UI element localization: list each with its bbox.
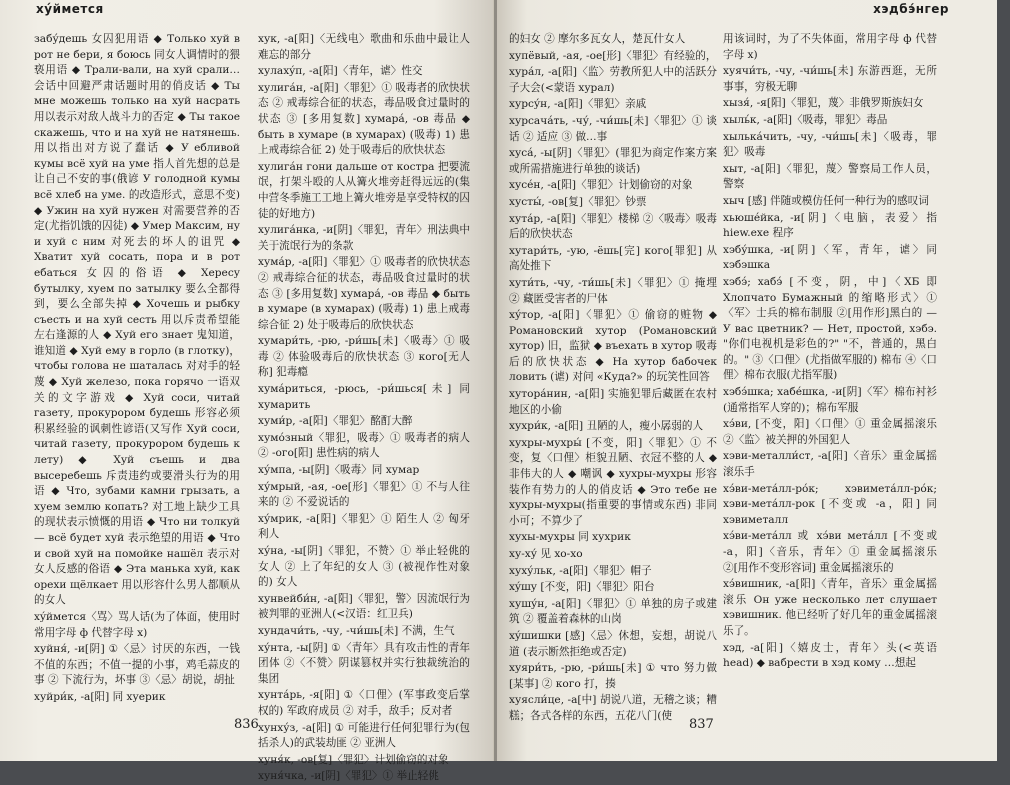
dict-entry: хусты́, -ов[复]〈罪犯〉钞票 [509, 195, 647, 208]
dict-entry: хэ́ви-мета́лл-ро́к; хэвимета́лл-ро́к; хэви-мета́лл-рок [不变或 -а，阳] 同 хэвиметалл [723, 482, 937, 526]
dict-entry: хэбэ́; хабэ́ [不变，阴，中]〈ХБ 即 Хлопчато Бумажный 的缩略形式〉①〈军〉士兵的棉布制服 ②[用作形]黑白的 — У вас цветник? — Нет, простой, хэбэ. "你们电视机是彩色的?" "不，普通的，黑白的。" ③〈口俚〉(尤指做军服的) 棉布 ④〈口俚〉棉布衣服(尤指军服) [723, 275, 937, 382]
dict-entry: хурсача́ть, -чу́, -чи́шь[未]〈罪犯〉① 谈话 ② 适应 ③ 做…事 [509, 114, 717, 143]
dict-entry: ху́мрый, -ая, -ое[形]〈罪犯〉① 不与人往来的 ② 不爱说话的 [258, 480, 470, 509]
dict-entry: хуйри́к, -а[阳] 同 хуерик [34, 690, 166, 703]
dict-entry: хýшишки [感]〈忌〉休想，妄想，胡说八道 (表示断然拒绝或否定) [509, 629, 717, 658]
left-column-1 [34, 32, 240, 712]
dict-entry: хэбэ́шка; хабе́шка, -и[阴]〈军〉棉布衬衫(通常指军人穿的)；棉布军服 [723, 386, 937, 414]
left-column-2 [258, 32, 470, 783]
dict-entry: хэ́ви, [不变，阳]〈口俚〉① 重金属摇滚乐 ②〈监〉被关押的外国犯人 [723, 418, 937, 446]
dict-entry: ху́тор, -а[阳]〈罪犯〉① 偷窃的赃物 ◆ Романовский хутор (Романовский хутор) 旧，监狱 ◆ въехать в хутор 吸毒后的欣快状态 ◆ На хутор бабочек ловить (谑) 对问 «Куда?» 的玩笑性回答 [509, 309, 717, 384]
dict-entry: хук, -а[阳]〈无线电〉歌曲和乐曲中最让人难忘的部分 [258, 33, 470, 61]
dict-entry: хыч [感] 伴随或模仿任何一种行为的感叹词 [723, 194, 929, 207]
right-page-number: 837 [689, 717, 714, 733]
dict-entry: 用该词时，为了不失体面，常用字母 ф 代替字母 х) [723, 33, 937, 61]
dict-entry: ху́нта, -ы[阴] ①〈青年〉具有攻击性的青年团体 ②〈不赞〉阴谋篡权并实行独裁统治的集团 [258, 641, 470, 685]
dict-entry: хута́р, -а[阳]〈罪犯〉楼梯 ②〈吸毒〉吸毒后的欣快状态 [509, 212, 717, 241]
dict-entry: хума́риться, -рюсь, -ри́шься[未] 同 хумарить [258, 383, 470, 411]
dict-entry: хýймется〈骂〉骂人话(为了体面，使用时常用字母 ф 代替字母 х) [34, 610, 240, 639]
dict-entry: хуясли́це, -а[中] 胡说八道，无稽之谈；糟糕；各式各样的东西，五花八门(使 [509, 694, 717, 722]
left-page [0, 0, 494, 783]
dict-entry: хутора́нин, -а[阳] 实施犯罪后藏匿在农村地区的小偷 [509, 388, 717, 416]
dict-entry: хутари́ть, -ую, -ёшь[完] кого[罪犯] 从高处推下 [509, 244, 717, 273]
dict-entry: хунху́з, -а[阳] ① 可能进行任何犯罪行为(包括杀人)的武装劫匪 ② 亚洲人 [258, 721, 470, 750]
dict-entry: хура́л, -а[阳]〈监〉劳教所犯人中的活跃分子大会(<蒙语 хурал) [509, 66, 717, 94]
dict-entry: хушу́н, -а[阳]〈罪犯〉① 单独的房子或建筑 ② 覆盖着森林的山岗 [509, 597, 717, 626]
dict-entry: ху́на, -ы[阴]〈罪犯，不赞〉① 举止轻佻的女人 ② 上了年纪的女人 ③ (被视作性对象的) 女人 [258, 545, 470, 589]
dict-entry: хуху́льк, -а[阳]〈罪犯〉帽子 [509, 564, 652, 577]
left-running-head: хýймется [36, 2, 104, 16]
right-column-2 [723, 32, 937, 712]
dict-entry: хэ́ви-мета́лл 或 хэ́ви мета́лл [不变或 -а，阳]〈音乐，青年〉① 重金属摇滚乐 ②[用作不变形容词] 重金属摇滚乐的 [723, 530, 937, 574]
dict-entry: хылька́чить, -чу, -чи́шь[未]〈吸毒，罪犯〉吸毒 [723, 130, 937, 159]
dict-entry: хухы-мухры 同 хухрик [509, 531, 631, 544]
dict-entry: хулига́н гони дальше от костра 把要流氓，打架斗殴的人从篝火堆旁赶得远远的(集中营冬季施工工地上篝火堆旁是享受特权的囚徒的好地方) [258, 160, 470, 220]
left-page-number: 836 [234, 717, 259, 733]
dict-entry: хунта́рь, -я[阳] ①〈口俚〉(军事政变后掌权的) 军政府成员 ② 对手，敌手；反对者 [258, 689, 470, 717]
dict-entry: хэд, -а[阳]〈嬉皮士，青年〉头(<英语 head) ◆ вабрести в хэд кому …想起 [723, 641, 937, 670]
dict-entry: 的妇女 ② 摩尔多瓦女人，楚瓦什女人 [509, 33, 686, 45]
dict-entry: хызя́, -я[阳]〈罪犯，蔑〉非俄罗斯族妇女 [723, 97, 924, 110]
dict-entry: хума́р, -а[阳]〈罪犯〉① 吸毒者的欣快状态 ② 戒毒综合征的状态，毒品吸食过量时的状态 ③ [多用复数] хумара́, -ов 毒品 ◆ быть в хумаре (в хумарах) (吸毒) 1) 患上戒毒综合征 2) 处于吸毒后的欣快状态 [258, 256, 470, 331]
dict-entry: хунвейби́н, -а[阳]〈罪犯，警〉因流氓行为被判罪的亚洲人(<汉语：红卫兵) [258, 592, 470, 621]
dict-entry: ху́мрик, -а[阳]〈罪犯〉① 陌生人 ② 匈牙利人 [258, 512, 470, 541]
dict-entry: хухры-мухры́ [不变，阳]〈罪犯〉① 不变，复〈口俚〉柜貌丑陋、衣冠不整的人 ◆ 非伟大的人 ◆ 嘲讽 ◆ хухры-мухры 形容装作有势力的人的俏皮话 ◆ Это тебе не хухры-мухры(指重要的事情或东西) 非同小可；不算少了 [509, 436, 717, 527]
dict-entry: ху-ху́ 见 хо-хо [509, 548, 583, 560]
dict-entry: хуса́, -ы[阴]〈罪犯〉(罪犯为商定作案方案或所需措施进行单独的谈话) [509, 147, 717, 175]
dict-entry: хуня́к, -ов[复]〈罪犯〉计划偷窃的对象 [258, 753, 449, 766]
dict-entry: хухри́к, -а[阳] 丑陋的人，瘦小孱弱的人 [509, 420, 704, 433]
dict-entry: хýшу [不变，阳]〈罪犯〉阳台 [509, 581, 655, 594]
dict-entry: хулига́н, -а[阳]〈罪犯〉① 吸毒者的欣快状态 ② 戒毒综合征的状态，毒品吸食过量时的状态 ③ [多用复数] хумара́, -ов 毒品 ◆ быть в хумаре (в хумарах) (吸毒) 1) 患上戒毒综合征 2) 处于吸毒后的欣快状态 [258, 81, 470, 157]
dict-entry: хуми́р, -а[阳]〈罪犯〉酩酊大醉 [258, 415, 413, 428]
dict-entry: хупёвый, -ая, -ое[形]〈罪犯〉有经验的， [509, 49, 717, 62]
right-column-1 [509, 32, 717, 722]
dict-entry: хулахýп, -а[阳]〈青年，谑〉性交 [258, 65, 423, 78]
dict-entry: хэбу́шка, -и[阴]〈军，青年，谑〉同 хэбэшка [723, 243, 937, 272]
dict-entry: забу́дешь 女囚犯用语 ◆ Только хуй в рот не бери, я боюсь 同女人调情时的猥亵用语 ◆ Трали-вали, на хуй срали… 会话中回避严肃话题时用的俏皮话 ◆ Ты мне можешь только на хуй насрать 用以表示对敌人战斗力的否定 ◆ Ты такое скажешь, что и на хуй не натянешь. 用以指出对方说了蠢话 ◆ У ебливой кумы всё хуй на уме 指人首先想的总是让自己不安的事(俄谚 У голодной кумы всё хлеб на уме. 的改造形式，意思不变) ◆ Ужин на хуй нужен 对需要营养的否定(尤指饥饿的囚徒) ◆ Умер Максим, ну и хуй с ним 对死去的坏人的诅咒 ◆ Хватит хуй сосать, пора и в рот ебаться 女囚的俗语 ◆ Хересу бутылку, хуем по затылку 要么全都得到，要么全部失掉 ◆ Хочешь и рыбку съесть и на хуй сесть 用以斥责希望能左右逢源的人 ◆ Хуй его знает 鬼知道，谁知道 ◆ Хуй ему в горло (в глотку)，чтобы голова не шаталась 对对手的轻蔑 ◆ Хуй железо, пока горячо 一语双关的文字游戏 ◆ Хуй соси, читай газету, прокурором будешь 形容必须积累经验的讽刺性谚语(又写作 Хуй соси, читай газету, прокурором будешь к лету) ◆ Хуй съешь и два высеребешь 斥责违约或要滑头行为的用语 ◆ Что, зубами камни грызать, а хуем землю копать? 对工地上缺少工具的现状表示愤慨的用语 ◆ Что ни толкуй — всё будет хуй 表示绝望的用语 ◆ Что и свой хуй на помойке нашёл 表示对女人反感的俗语 ◆ Эта манька хуй, как орехи щёлкает 用以形容什么男人都顺从的女人 [34, 33, 240, 607]
dict-entry: хусе́н, -а[阳]〈罪犯〉计划偷窃的对象 [509, 179, 693, 192]
dict-entry: хэви-металли́ст, -а[阳]〈音乐〉重金属摇滚乐手 [723, 450, 937, 479]
dict-entry: хуня́чка, -и[阴]〈罪犯〉① 举止轻佻 [258, 770, 439, 783]
dict-entry: хуйня́, -и[阴] ①〈忌〉讨厌的东西，一钱不值的东西；不值一提的小事，鸡毛蒜皮的事 ② 下流行为，坏事 ③〈忌〉胡说，胡扯 [34, 643, 240, 687]
dict-entry: хьюше́йка, -и[阴]〈电脑，表爱〉指 hiew.exe 程序 [723, 211, 937, 240]
dict-entry: хундачи́ть, -чу, -чи́шь[未] 不满，生气 [258, 624, 455, 637]
dict-entry: хулига́нка, -и[阴]〈罪犯，青年〉刑法典中关于流氓行为的条款 [258, 224, 470, 252]
dict-entry: хыль́к, -а[阳]〈吸毒，罪犯〉毒品 [723, 113, 888, 126]
dict-entry: хуячи́ть, -чу, -чи́шь[未] 东游西逛，无所事事，穷极无聊 [723, 65, 937, 93]
dict-entry: хути́ть, -чу, -ти́шь[未]〈罪犯〉① 掩埋 ② 藏匿受害者的尸体 [509, 276, 717, 305]
right-running-head: хэдбэ́нгер [873, 2, 949, 16]
dict-entry: хурсу́н, -а[阳]〈罪犯〉亲戚 [509, 98, 647, 111]
right-page [497, 0, 997, 761]
dict-entry: хумо́зный〈罪犯，吸毒〉① 吸毒者的病人 ② -ого[阳] 患性病的病人 [258, 431, 470, 460]
dict-entry: хуяри́ть, -рю, -ри́шь[未] ① что 努力做 [某事] ② кого 打，揍 [509, 662, 717, 690]
dict-entry: хумари́ть, -рю, -ри́шь[未]〈吸毒〉① 吸毒 ② 体验吸毒后的欣快状态 ③ кого[无人称] 犯毒瘾 [258, 335, 470, 379]
dict-entry: хыт, -а[阳]〈罪犯，蔑〉警察局工作人员，警察 [723, 162, 937, 191]
dict-entry: ху́мпа, -ы[阴]〈吸毒〉同 хумар [258, 464, 420, 477]
dict-entry: хэ́вишник, -а[阳]〈青年，音乐〉重金属摇滚乐 Он уже несколько лет слушает хэвишник. 他已经听了好几年的重金属摇滚乐了。 [723, 578, 937, 637]
